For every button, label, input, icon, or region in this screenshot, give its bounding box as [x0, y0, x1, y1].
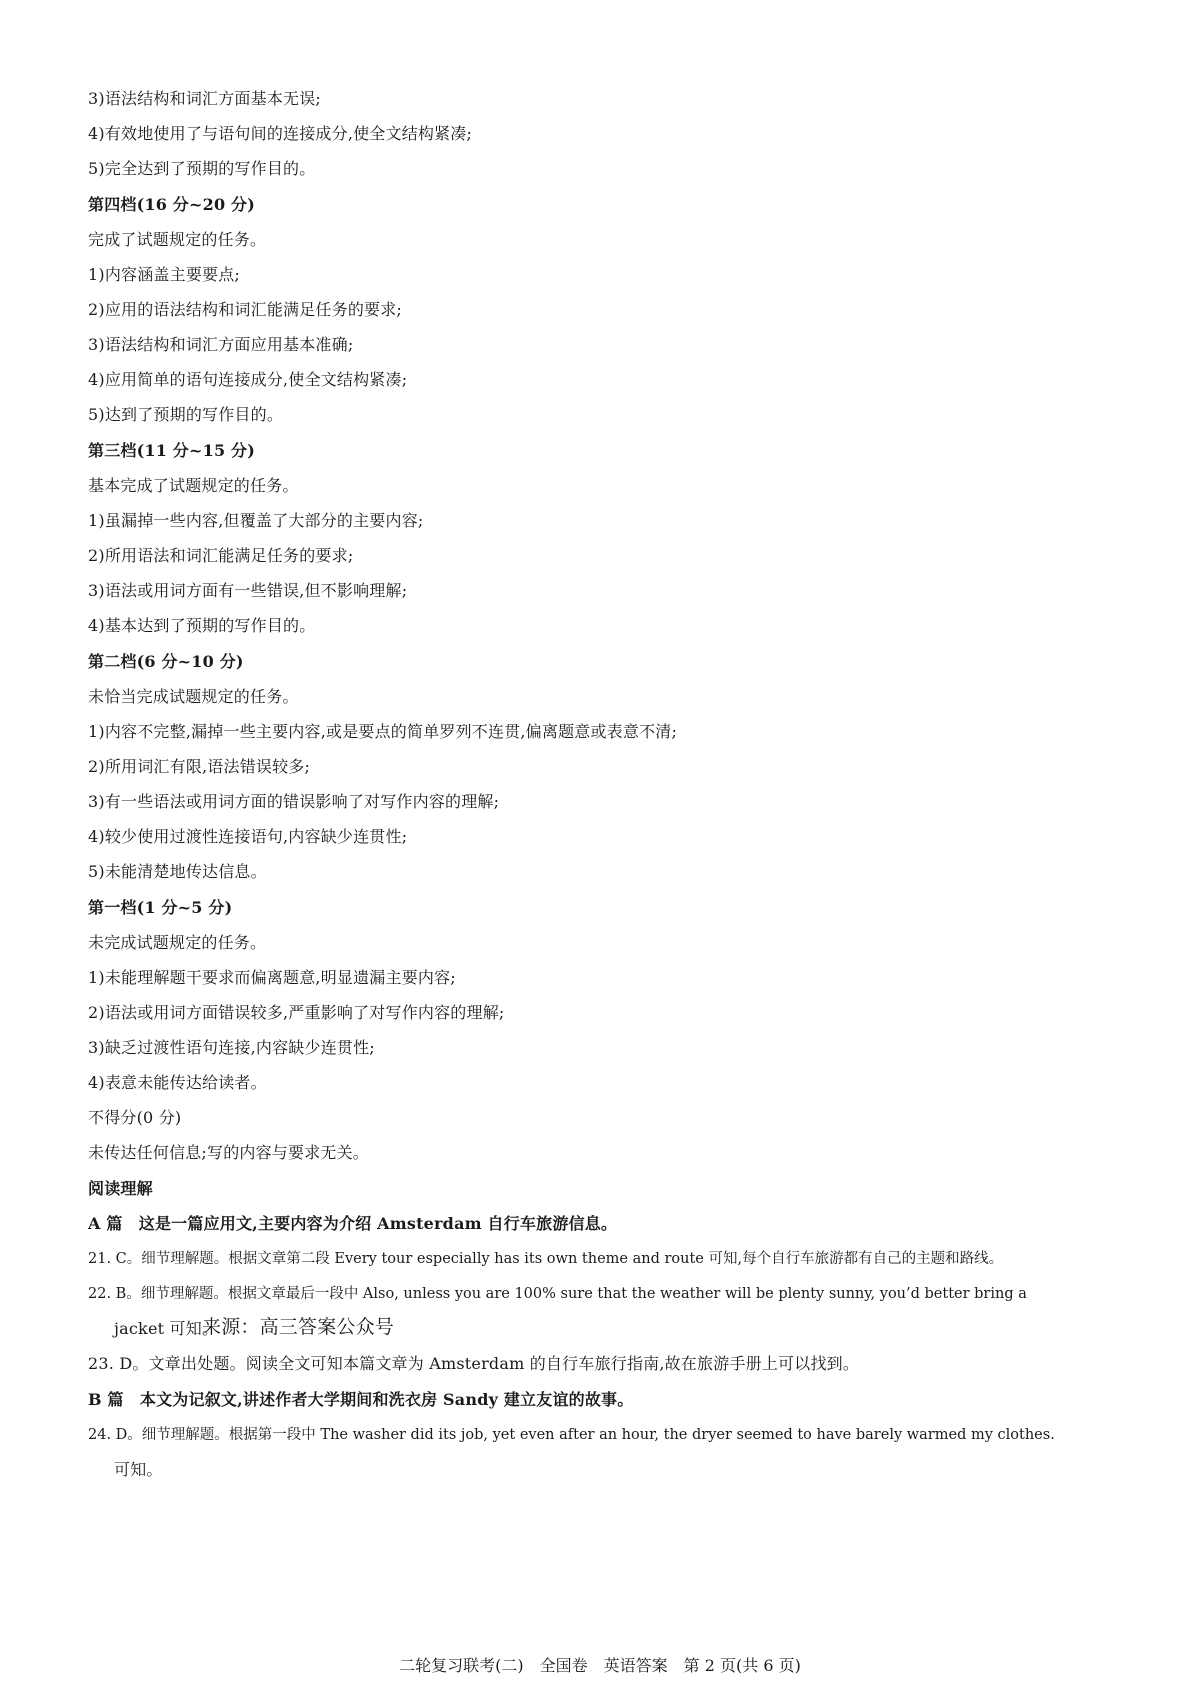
- scoring-criterion: 2)应用的语法结构和词汇能满足任务的要求;: [88, 300, 403, 319]
- scoring-criterion: 1)未能理解题干要求而偏离题意,明显遗漏主要内容;: [88, 968, 456, 987]
- scoring-criterion: 2)所用语法和词汇能满足任务的要求;: [88, 546, 354, 565]
- grade-heading-4: 第四档(16 分~20 分): [88, 195, 256, 214]
- scoring-criterion: 5)未能清楚地传达信息。: [88, 862, 267, 881]
- scoring-criterion: 3)缺乏过渡性语句连接,内容缺少连贯性;: [88, 1038, 375, 1057]
- grade-heading-2: 第二档(6 分~10 分): [88, 652, 244, 671]
- scoring-criterion: 3)有一些语法或用词方面的错误影响了对写作内容的理解;: [88, 792, 500, 811]
- scoring-criterion: 4)表意未能传达给读者。: [88, 1073, 267, 1092]
- grade-summary: 基本完成了试题规定的任务。: [88, 476, 299, 495]
- scoring-criterion: 3)语法结构和词汇方面应用基本准确;: [88, 335, 354, 354]
- grade-heading-3: 第三档(11 分~15 分): [88, 441, 256, 460]
- scoring-criterion: 3)语法或用词方面有一些错误,但不影响理解;: [88, 581, 408, 600]
- passage-a-summary: A 篇 这是一篇应用文,主要内容为介绍 Amsterdam 自行车旅游信息。: [88, 1214, 618, 1233]
- grade-summary: 未恰当完成试题规定的任务。: [88, 687, 299, 706]
- passage-b-summary: B 篇 本文为记叙文,讲述作者大学期间和洗衣房 Sandy 建立友谊的故事。: [88, 1390, 634, 1409]
- scoring-criterion: 4)较少使用过渡性连接语句,内容缺少连贯性;: [88, 827, 408, 846]
- scoring-criterion: 3)语法结构和词汇方面基本无误;: [88, 89, 322, 108]
- grade-summary: 完成了试题规定的任务。: [88, 230, 267, 249]
- answer-23: 23. D。文章出处题。阅读全文可知本篇文章为 Amsterdam 的自行车旅行指南,故在旅游手册上可以找到。: [88, 1354, 860, 1373]
- answer-22: 22. B。细节理解题。根据文章最后一段中 Also, unless you are 100% sure that the weather will be plenty sunny, you’d better bring a: [88, 1286, 1027, 1302]
- scoring-criterion: 5)达到了预期的写作目的。: [88, 405, 284, 424]
- page-footer: 二轮复习联考(二) 全国卷 英语答案 第 2 页(共 6 页): [399, 1656, 801, 1675]
- answer-22-continued: jacket 可知。: [114, 1319, 219, 1338]
- grade-heading-0: 不得分(0 分): [88, 1108, 182, 1127]
- section-heading-reading: 阅读理解: [88, 1179, 153, 1198]
- scoring-criterion: 2)所用词汇有限,语法错误较多;: [88, 757, 311, 776]
- scoring-criterion: 5)完全达到了预期的写作目的。: [88, 159, 316, 178]
- answer-24-continued: 可知。: [114, 1460, 163, 1479]
- scoring-criterion: 1)内容不完整,漏掉一些主要内容,或是要点的简单罗列不连贯,偏离题意或表意不清;: [88, 722, 678, 741]
- scoring-criterion: 2)语法或用词方面错误较多,严重影响了对写作内容的理解;: [88, 1003, 505, 1022]
- scoring-criterion: 1)虽漏掉一些内容,但覆盖了大部分的主要内容;: [88, 511, 424, 530]
- scoring-criterion: 4)基本达到了预期的写作目的。: [88, 616, 316, 635]
- grade-summary: 未传达任何信息;写的内容与要求无关。: [88, 1143, 369, 1162]
- answer-21: 21. C。细节理解题。根据文章第二段 Every tour especially has its own theme and route 可知,每个自行车旅游都有自己的主题和路线。: [88, 1251, 1004, 1267]
- answer-24: 24. D。细节理解题。根据第一段中 The washer did its job, yet even after an hour, the dryer seemed to have barely warmed my clothes.: [88, 1427, 1055, 1443]
- grade-heading-1: 第一档(1 分~5 分): [88, 898, 233, 917]
- scoring-criterion: 1)内容涵盖主要要点;: [88, 265, 241, 284]
- scoring-criterion: 4)有效地使用了与语句间的连接成分,使全文结构紧凑;: [88, 124, 473, 143]
- scoring-criterion: 4)应用简单的语句连接成分,使全文结构紧凑;: [88, 370, 408, 389]
- grade-summary: 未完成试题规定的任务。: [88, 933, 267, 952]
- source-watermark: 来源：高三答案公众号: [202, 1316, 395, 1338]
